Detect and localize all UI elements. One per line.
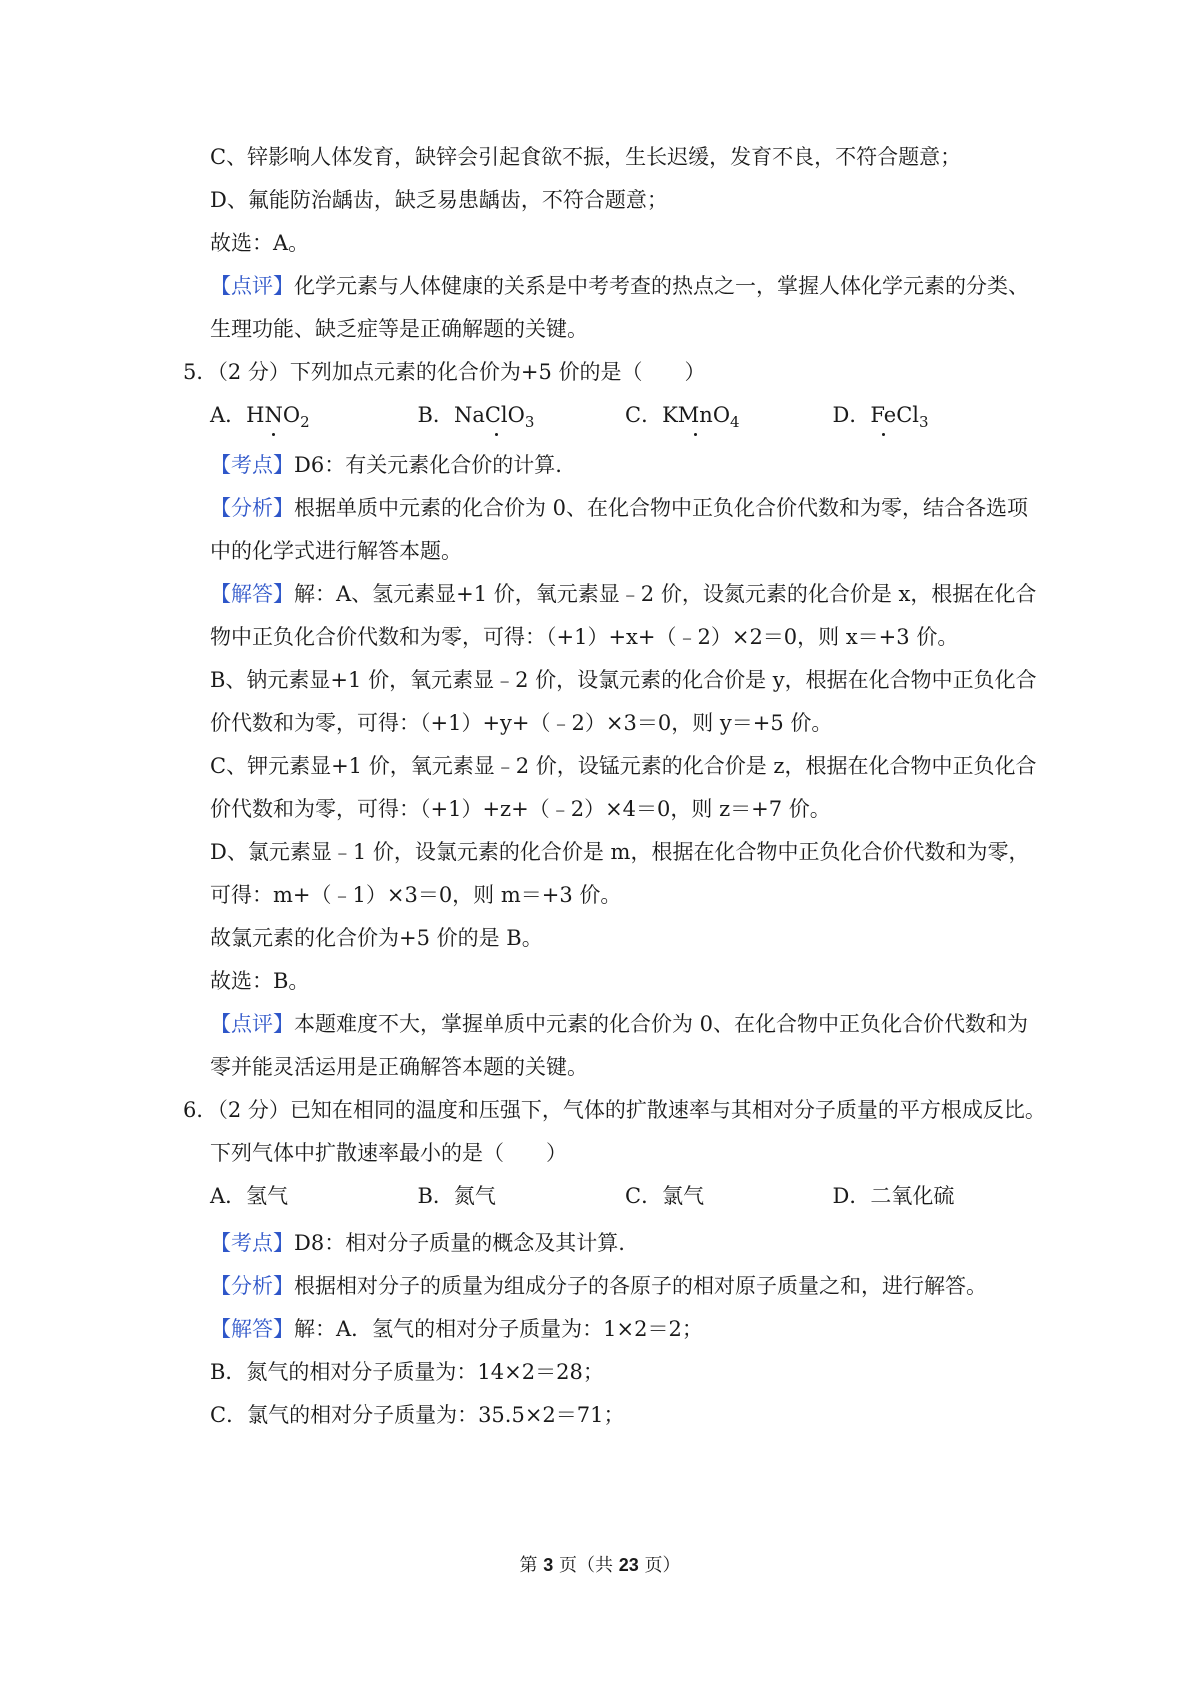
option-b: B．NaClO$_3$: [417, 403, 535, 431]
question-6-stem: 6．（2 分）已知在相同的温度和压强下，气体的扩散速率与其相对分子质量的平方根成反比。: [183, 1098, 1046, 1122]
option-a: A．氢气: [210, 1184, 289, 1208]
option-a: A．$HNO_2$: [210, 403, 310, 431]
comment-tag: 【点评】: [210, 274, 294, 298]
option-c: C．KMnO$_4$: [625, 403, 740, 431]
fenxi-line: 【分析】根据单质中元素的化合价为 0、在化合物中正负化合价代数和为零，结合各选项: [210, 496, 1029, 520]
comment-tag: 【点评】: [210, 1012, 294, 1036]
question-5-options: [210, 400, 1040, 430]
option-d: D．二氧化硫: [832, 1184, 955, 1208]
dotted-element: N: [264, 403, 283, 427]
comment-text: 化学元素与人体健康的关系是中考考查的热点之一，掌握人体化学元素的分类、: [294, 274, 1029, 298]
fenxi-line: 【分析】根据相对分子的质量为组成分子的各原子的相对原子质量之和，进行解答。: [210, 1274, 987, 1298]
option-d: D．FeCl$_3$: [832, 403, 929, 431]
fenxi-tag: 【分析】: [210, 496, 294, 520]
jieda-line: 【解答】解：A．氢气的相对分子质量为：1×2＝2；: [210, 1317, 703, 1341]
page-number: 3: [543, 1555, 554, 1575]
jieda-line: B、钠元素显+1 价，氧元素显﹣2 价，设氯元素的化合价是 y，根据在化合物中正负化合: [210, 668, 1037, 692]
jieda-line: 可得：m+（﹣1）×3＝0，则 m＝+3 价。: [210, 883, 622, 907]
question-5-stem: 5．（2 分）下列加点元素的化合价为+5 价的是（ ）: [183, 360, 706, 384]
jieda-line: D、氯元素显﹣1 价，设氯元素的化合价是 m，根据在化合物中正负化合价代数和为零，: [210, 840, 1030, 864]
jieda-line: C、钾元素显+1 价，氧元素显﹣2 价，设锰元素的化合价是 z，根据在化合物中正负化合: [210, 754, 1037, 778]
jieda-line: 价代数和为零，可得：（+1）+z+（﹣2）×4＝0，则 z＝+7 价。: [210, 797, 831, 821]
jieda-tag: 【解答】: [210, 582, 294, 606]
comment-line: 【点评】本题难度不大，掌握单质中元素的化合价为 0、在化合物中正负化合价代数和为: [210, 1012, 1029, 1036]
page-total: 23: [618, 1555, 639, 1575]
text-line: D、氟能防治龋齿，缺乏易患龋齿，不符合题意；: [210, 188, 668, 212]
comment-line: 生理功能、缺乏症等是正确解题的关键。: [210, 317, 588, 341]
kaodian-line: 【考点】D6：有关元素化合价的计算.: [210, 453, 562, 477]
jieda-line: C．氯气的相对分子质量为：35.5×2＝71；: [210, 1403, 625, 1427]
fenxi-line: 中的化学式进行解答本题。: [210, 539, 462, 563]
dotted-element: Mn: [677, 403, 713, 427]
kaodian-tag: 【考点】: [210, 1231, 294, 1255]
comment-line: 零并能灵活运用是正确解答本题的关键。: [210, 1055, 588, 1079]
page-footer: 第 3 页（共 23 页）: [519, 1555, 681, 1576]
dotted-element: Cl: [484, 403, 508, 427]
option-b: B．氮气: [417, 1184, 496, 1208]
jieda-line: 价代数和为零，可得：（+1）+y+（﹣2）×3＝0，则 y＝+5 价。: [210, 711, 833, 735]
jieda-tag: 【解答】: [210, 1317, 294, 1341]
option-c: C．氯气: [625, 1184, 705, 1208]
jieda-line: 故氯元素的化合价为+5 价的是 B。: [210, 926, 543, 950]
question-6-stem: 下列气体中扩散速率最小的是（ ）: [210, 1141, 567, 1165]
text-line: C、锌影响人体发育，缺锌会引起食欲不振，生长迟缓，发育不良，不符合题意；: [210, 145, 962, 169]
question-6-options: [210, 1181, 1040, 1211]
comment-line: [210, 271, 1040, 301]
fenxi-tag: 【分析】: [210, 1274, 294, 1298]
text-line: 故选：A。: [210, 231, 310, 255]
jieda-line: B．氮气的相对分子质量为：14×2＝28；: [210, 1360, 604, 1384]
jieda-line: 【解答】解：A、氢元素显+1 价，氧元素显﹣2 价，设氮元素的化合价是 x，根据在化合: [210, 582, 1037, 606]
jieda-line: 故选：B。: [210, 969, 310, 993]
kaodian-tag: 【考点】: [210, 453, 294, 477]
dotted-element: Fe: [870, 403, 897, 427]
kaodian-line: 【考点】D8：相对分子质量的概念及其计算.: [210, 1231, 625, 1255]
jieda-line: 物中正负化合价代数和为零，可得：（+1）+x+（﹣2）×2＝0，则 x＝+3 价。: [210, 625, 959, 649]
